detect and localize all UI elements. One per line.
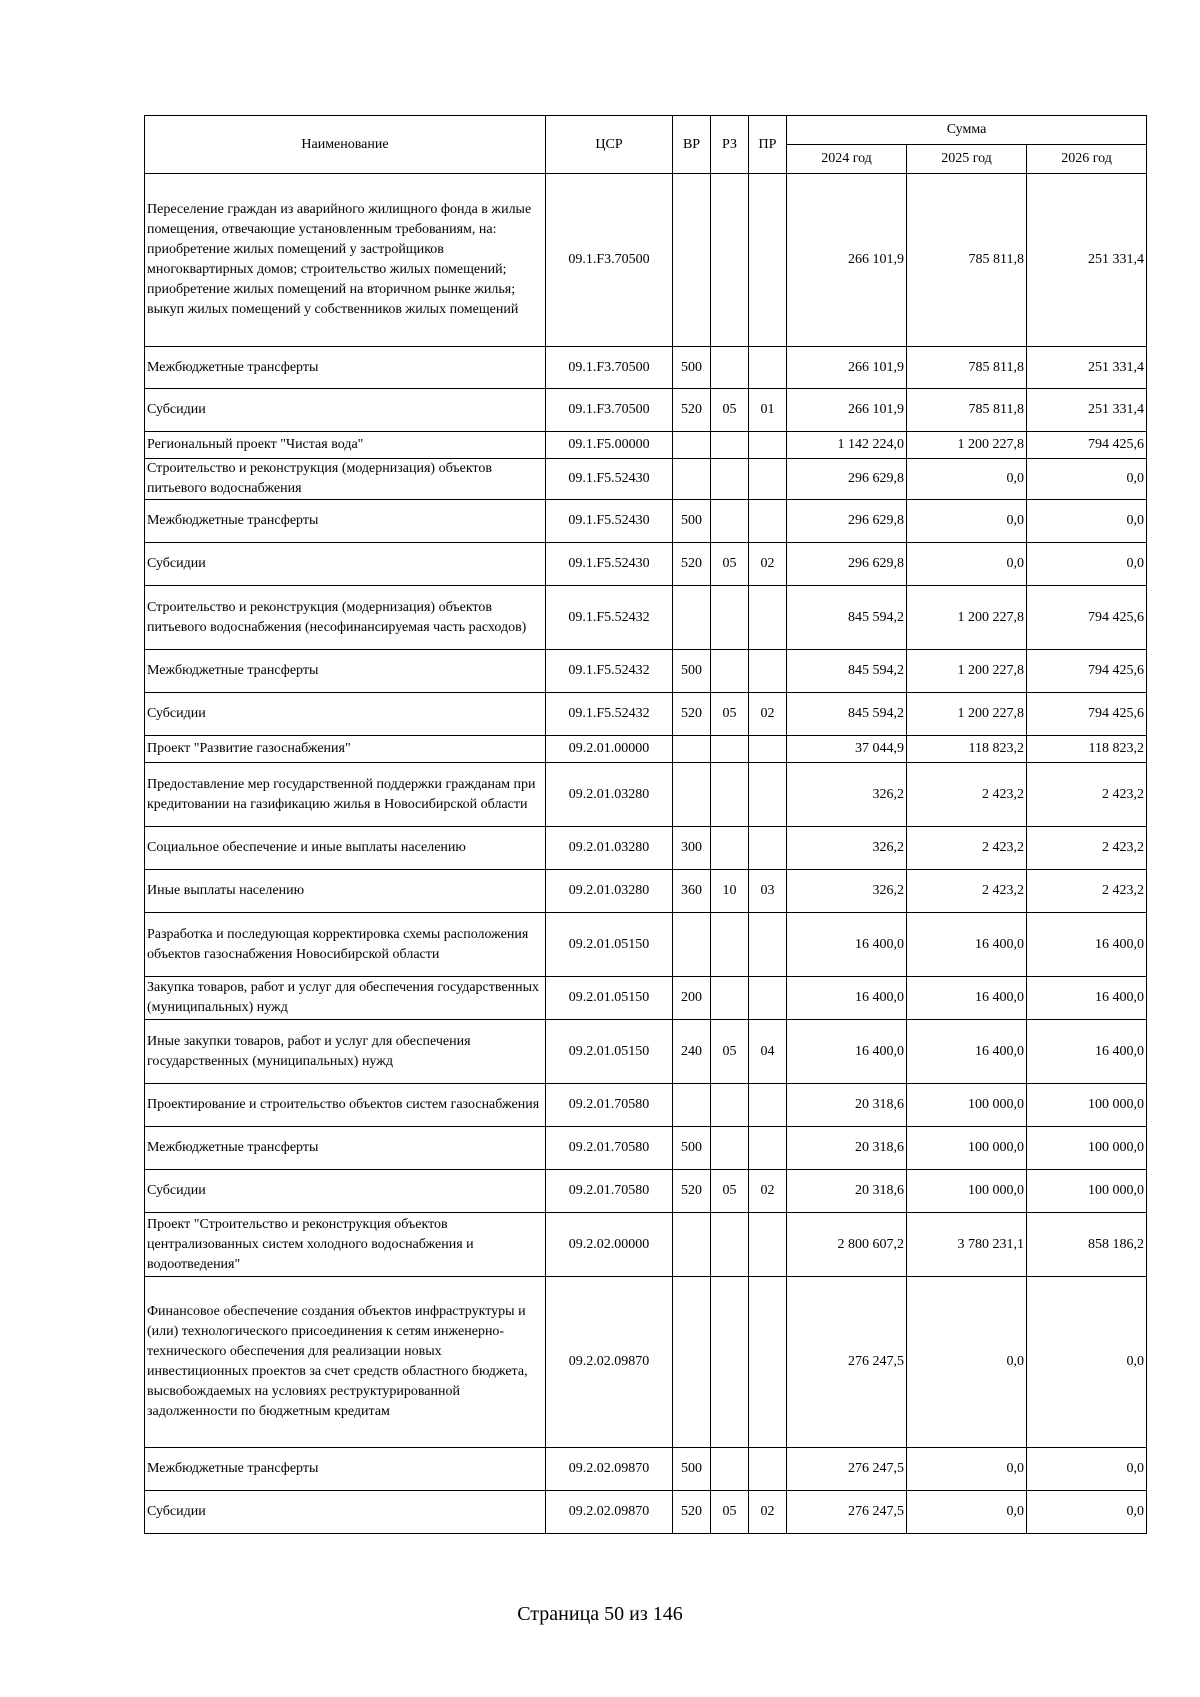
cell-rz: 05 — [711, 1020, 749, 1084]
table-row — [145, 543, 1147, 586]
cell-rz — [711, 586, 749, 650]
cell-y2026: 2 423,2 — [1027, 827, 1147, 870]
table-row — [145, 347, 1147, 389]
cell-y2024: 1 142 224,0 — [787, 432, 907, 459]
cell-y2025: 1 200 227,8 — [907, 650, 1027, 693]
page-number: Страница 50 из 146 — [517, 1603, 683, 1625]
cell-vr: 520 — [673, 389, 711, 432]
cell-vr: 240 — [673, 1020, 711, 1084]
cell-pr — [749, 827, 787, 870]
cell-y2026: 794 425,6 — [1027, 650, 1147, 693]
cell-csr: 09.2.02.09870 — [546, 1448, 673, 1491]
cell-y2025: 0,0 — [907, 500, 1027, 543]
cell-y2024: 276 247,5 — [787, 1277, 907, 1448]
cell-pr — [749, 763, 787, 827]
cell-rz: 05 — [711, 1491, 749, 1534]
cell-pr: 03 — [749, 870, 787, 913]
cell-pr — [749, 1127, 787, 1170]
cell-csr: 09.1.F5.52432 — [546, 693, 673, 736]
cell-y2025: 785 811,8 — [907, 347, 1027, 389]
table-row — [145, 1277, 1147, 1448]
cell-vr — [673, 1277, 711, 1448]
cell-vr: 520 — [673, 1170, 711, 1213]
table-row — [145, 586, 1147, 650]
cell-csr: 09.1.F5.52430 — [546, 459, 673, 500]
cell-y2025: 16 400,0 — [907, 977, 1027, 1020]
header-year-2024: 2024 год — [787, 145, 907, 174]
cell-pr — [749, 650, 787, 693]
cell-csr: 09.1.F3.70500 — [546, 174, 673, 347]
cell-pr — [749, 347, 787, 389]
header-year-2026: 2026 год — [1027, 145, 1147, 174]
cell-csr: 09.1.F5.52430 — [546, 500, 673, 543]
cell-vr: 200 — [673, 977, 711, 1020]
cell-y2026: 16 400,0 — [1027, 913, 1147, 977]
table-row — [145, 693, 1147, 736]
header-csr: ЦСР — [546, 116, 673, 174]
header-sum: Сумма — [787, 116, 1147, 145]
cell-name: Разработка и последующая корректировка схемы расположения объектов газоснабжения Новосибирской области — [145, 913, 546, 977]
cell-y2025: 16 400,0 — [907, 913, 1027, 977]
cell-vr — [673, 736, 711, 763]
cell-rz — [711, 977, 749, 1020]
cell-y2024: 845 594,2 — [787, 586, 907, 650]
table-row — [145, 650, 1147, 693]
budget-table — [144, 115, 1147, 1534]
cell-y2026: 100 000,0 — [1027, 1084, 1147, 1127]
cell-y2024: 20 318,6 — [787, 1127, 907, 1170]
header-name: Наименование — [145, 116, 546, 174]
cell-name: Предоставление мер государственной поддержки гражданам при кредитовании на газификацию жилья в Новосибирской области — [145, 763, 546, 827]
cell-name: Проект "Развитие газоснабжения" — [145, 736, 546, 763]
cell-name: Финансовое обеспечение создания объектов инфраструктуры и (или) технологического присоединения к сетям инженерно-технического обеспечения для реализации новых инвестиционных проектов за счет средств областного бюджета, высвобождаемых на условиях реструктурированной задолженности по бюджетным кредитам — [145, 1277, 546, 1448]
cell-y2026: 0,0 — [1027, 543, 1147, 586]
cell-y2026: 251 331,4 — [1027, 347, 1147, 389]
cell-rz — [711, 1448, 749, 1491]
cell-csr: 09.2.01.03280 — [546, 827, 673, 870]
cell-y2025: 100 000,0 — [907, 1170, 1027, 1213]
cell-y2026: 118 823,2 — [1027, 736, 1147, 763]
cell-csr: 09.2.02.09870 — [546, 1491, 673, 1534]
cell-csr: 09.1.F3.70500 — [546, 389, 673, 432]
cell-y2026: 251 331,4 — [1027, 389, 1147, 432]
cell-pr — [749, 586, 787, 650]
cell-y2026: 0,0 — [1027, 500, 1147, 543]
cell-y2024: 326,2 — [787, 870, 907, 913]
cell-csr: 09.2.01.05150 — [546, 1020, 673, 1084]
table-row — [145, 389, 1147, 432]
cell-y2024: 326,2 — [787, 763, 907, 827]
cell-rz — [711, 827, 749, 870]
cell-y2025: 785 811,8 — [907, 174, 1027, 347]
cell-pr: 01 — [749, 389, 787, 432]
cell-y2025: 118 823,2 — [907, 736, 1027, 763]
cell-pr — [749, 174, 787, 347]
cell-rz — [711, 459, 749, 500]
cell-vr: 300 — [673, 827, 711, 870]
cell-y2024: 296 629,8 — [787, 459, 907, 500]
cell-csr: 09.1.F5.52432 — [546, 650, 673, 693]
cell-rz: 05 — [711, 543, 749, 586]
cell-vr: 500 — [673, 650, 711, 693]
cell-y2025: 16 400,0 — [907, 1020, 1027, 1084]
table-row — [145, 913, 1147, 977]
cell-pr: 04 — [749, 1020, 787, 1084]
cell-csr: 09.2.02.00000 — [546, 1213, 673, 1277]
cell-y2024: 16 400,0 — [787, 1020, 907, 1084]
cell-y2026: 0,0 — [1027, 459, 1147, 500]
header-year-2025: 2025 год — [907, 145, 1027, 174]
table-row — [145, 827, 1147, 870]
cell-csr: 09.2.01.00000 — [546, 736, 673, 763]
table-row — [145, 1170, 1147, 1213]
cell-csr: 09.2.02.09870 — [546, 1277, 673, 1448]
cell-y2026: 16 400,0 — [1027, 1020, 1147, 1084]
cell-y2025: 0,0 — [907, 543, 1027, 586]
cell-rz — [711, 913, 749, 977]
cell-y2026: 251 331,4 — [1027, 174, 1147, 347]
cell-csr: 09.1.F3.70500 — [546, 347, 673, 389]
table-row — [145, 736, 1147, 763]
table-row — [145, 459, 1147, 500]
table-row — [145, 1448, 1147, 1491]
cell-rz — [711, 174, 749, 347]
cell-pr: 02 — [749, 543, 787, 586]
cell-y2026: 100 000,0 — [1027, 1127, 1147, 1170]
table-row — [145, 432, 1147, 459]
cell-name: Субсидии — [145, 543, 546, 586]
cell-y2026: 858 186,2 — [1027, 1213, 1147, 1277]
cell-y2025: 785 811,8 — [907, 389, 1027, 432]
cell-pr — [749, 977, 787, 1020]
cell-vr: 520 — [673, 1491, 711, 1534]
cell-name: Межбюджетные трансферты — [145, 650, 546, 693]
cell-name: Региональный проект "Чистая вода" — [145, 432, 546, 459]
cell-rz: 05 — [711, 389, 749, 432]
cell-csr: 09.2.01.05150 — [546, 913, 673, 977]
table-row — [145, 977, 1147, 1020]
cell-y2025: 3 780 231,1 — [907, 1213, 1027, 1277]
cell-y2026: 100 000,0 — [1027, 1170, 1147, 1213]
table-row — [145, 174, 1147, 347]
cell-csr: 09.1.F5.52430 — [546, 543, 673, 586]
cell-y2025: 100 000,0 — [907, 1127, 1027, 1170]
table-row — [145, 1127, 1147, 1170]
cell-rz: 05 — [711, 693, 749, 736]
header-pr: ПР — [749, 116, 787, 174]
cell-y2024: 266 101,9 — [787, 347, 907, 389]
cell-vr: 500 — [673, 347, 711, 389]
cell-pr: 02 — [749, 1491, 787, 1534]
cell-y2026: 794 425,6 — [1027, 432, 1147, 459]
cell-y2026: 0,0 — [1027, 1491, 1147, 1534]
cell-vr: 360 — [673, 870, 711, 913]
cell-y2024: 296 629,8 — [787, 543, 907, 586]
table-row — [145, 1084, 1147, 1127]
cell-name: Иные выплаты населению — [145, 870, 546, 913]
cell-y2025: 100 000,0 — [907, 1084, 1027, 1127]
cell-pr — [749, 500, 787, 543]
cell-pr — [749, 736, 787, 763]
cell-y2024: 326,2 — [787, 827, 907, 870]
cell-y2025: 0,0 — [907, 1277, 1027, 1448]
cell-y2025: 0,0 — [907, 1491, 1027, 1534]
cell-vr: 520 — [673, 693, 711, 736]
cell-name: Межбюджетные трансферты — [145, 347, 546, 389]
cell-y2026: 2 423,2 — [1027, 870, 1147, 913]
cell-y2024: 266 101,9 — [787, 389, 907, 432]
cell-y2024: 296 629,8 — [787, 500, 907, 543]
table-body — [145, 174, 1147, 1534]
cell-y2025: 2 423,2 — [907, 870, 1027, 913]
cell-csr: 09.2.01.03280 — [546, 763, 673, 827]
cell-csr: 09.1.F5.00000 — [546, 432, 673, 459]
cell-pr — [749, 1448, 787, 1491]
cell-y2025: 2 423,2 — [907, 827, 1027, 870]
cell-rz — [711, 500, 749, 543]
cell-rz: 10 — [711, 870, 749, 913]
cell-name: Межбюджетные трансферты — [145, 1127, 546, 1170]
cell-y2026: 16 400,0 — [1027, 977, 1147, 1020]
cell-rz — [711, 1277, 749, 1448]
cell-rz — [711, 1084, 749, 1127]
cell-pr — [749, 1213, 787, 1277]
cell-rz — [711, 1213, 749, 1277]
header-vr: ВР — [673, 116, 711, 174]
cell-y2024: 845 594,2 — [787, 693, 907, 736]
cell-pr — [749, 459, 787, 500]
cell-vr: 500 — [673, 1448, 711, 1491]
cell-name: Социальное обеспечение и иные выплаты населению — [145, 827, 546, 870]
cell-name: Строительство и реконструкция (модернизация) объектов питьевого водоснабжения (несофинансируемая часть расходов) — [145, 586, 546, 650]
table-row — [145, 870, 1147, 913]
cell-y2024: 16 400,0 — [787, 913, 907, 977]
cell-y2024: 16 400,0 — [787, 977, 907, 1020]
table-row — [145, 1491, 1147, 1534]
cell-rz — [711, 347, 749, 389]
cell-pr: 02 — [749, 1170, 787, 1213]
cell-y2025: 0,0 — [907, 459, 1027, 500]
cell-pr — [749, 1277, 787, 1448]
cell-y2026: 794 425,6 — [1027, 586, 1147, 650]
cell-vr — [673, 586, 711, 650]
cell-y2024: 2 800 607,2 — [787, 1213, 907, 1277]
cell-name: Субсидии — [145, 693, 546, 736]
cell-y2024: 266 101,9 — [787, 174, 907, 347]
cell-y2025: 1 200 227,8 — [907, 586, 1027, 650]
table-row — [145, 763, 1147, 827]
cell-vr — [673, 174, 711, 347]
cell-y2024: 37 044,9 — [787, 736, 907, 763]
cell-y2024: 20 318,6 — [787, 1084, 907, 1127]
cell-y2025: 1 200 227,8 — [907, 693, 1027, 736]
cell-csr: 09.2.01.05150 — [546, 977, 673, 1020]
cell-y2024: 276 247,5 — [787, 1448, 907, 1491]
table-row — [145, 1213, 1147, 1277]
table-row — [145, 500, 1147, 543]
cell-y2024: 20 318,6 — [787, 1170, 907, 1213]
cell-csr: 09.2.01.70580 — [546, 1170, 673, 1213]
cell-name: Иные закупки товаров, работ и услуг для обеспечения государственных (муниципальных) нужд — [145, 1020, 546, 1084]
cell-vr — [673, 913, 711, 977]
cell-y2026: 794 425,6 — [1027, 693, 1147, 736]
cell-name: Переселение граждан из аварийного жилищного фонда в жилые помещения, отвечающие установленным требованиям, на: приобретение жилых помещений у застройщиков многоквартирных домов; строительство жилых помещений; приобретение жилых помещений на вторичном рынке жилья; выкуп жилых помещений у собственников жилых помещений — [145, 174, 546, 347]
cell-csr: 09.2.01.70580 — [546, 1084, 673, 1127]
cell-y2026: 0,0 — [1027, 1448, 1147, 1491]
cell-rz — [711, 432, 749, 459]
cell-name: Межбюджетные трансферты — [145, 500, 546, 543]
cell-vr: 500 — [673, 1127, 711, 1170]
cell-rz — [711, 1127, 749, 1170]
cell-rz — [711, 650, 749, 693]
cell-vr: 500 — [673, 500, 711, 543]
cell-pr — [749, 1084, 787, 1127]
cell-name: Проект "Строительство и реконструкция объектов централизованных систем холодного водоснабжения и водоотведения" — [145, 1213, 546, 1277]
cell-y2024: 845 594,2 — [787, 650, 907, 693]
cell-vr — [673, 763, 711, 827]
table-row — [145, 1020, 1147, 1084]
cell-csr: 09.2.01.03280 — [546, 870, 673, 913]
cell-vr — [673, 1084, 711, 1127]
cell-name: Субсидии — [145, 1170, 546, 1213]
cell-name: Закупка товаров, работ и услуг для обеспечения государственных (муниципальных) нужд — [145, 977, 546, 1020]
cell-y2025: 1 200 227,8 — [907, 432, 1027, 459]
cell-y2024: 276 247,5 — [787, 1491, 907, 1534]
cell-name: Строительство и реконструкция (модернизация) объектов питьевого водоснабжения — [145, 459, 546, 500]
cell-name: Субсидии — [145, 389, 546, 432]
cell-y2025: 0,0 — [907, 1448, 1027, 1491]
header-rz: РЗ — [711, 116, 749, 174]
cell-vr — [673, 432, 711, 459]
cell-rz: 05 — [711, 1170, 749, 1213]
cell-vr: 520 — [673, 543, 711, 586]
cell-csr: 09.2.01.70580 — [546, 1127, 673, 1170]
cell-name: Субсидии — [145, 1491, 546, 1534]
cell-rz — [711, 736, 749, 763]
cell-pr: 02 — [749, 693, 787, 736]
cell-pr — [749, 432, 787, 459]
cell-name: Проектирование и строительство объектов систем газоснабжения — [145, 1084, 546, 1127]
cell-vr — [673, 1213, 711, 1277]
cell-name: Межбюджетные трансферты — [145, 1448, 546, 1491]
cell-y2026: 0,0 — [1027, 1277, 1147, 1448]
cell-vr — [673, 459, 711, 500]
cell-csr: 09.1.F5.52432 — [546, 586, 673, 650]
cell-y2026: 2 423,2 — [1027, 763, 1147, 827]
cell-y2025: 2 423,2 — [907, 763, 1027, 827]
cell-rz — [711, 763, 749, 827]
cell-pr — [749, 913, 787, 977]
